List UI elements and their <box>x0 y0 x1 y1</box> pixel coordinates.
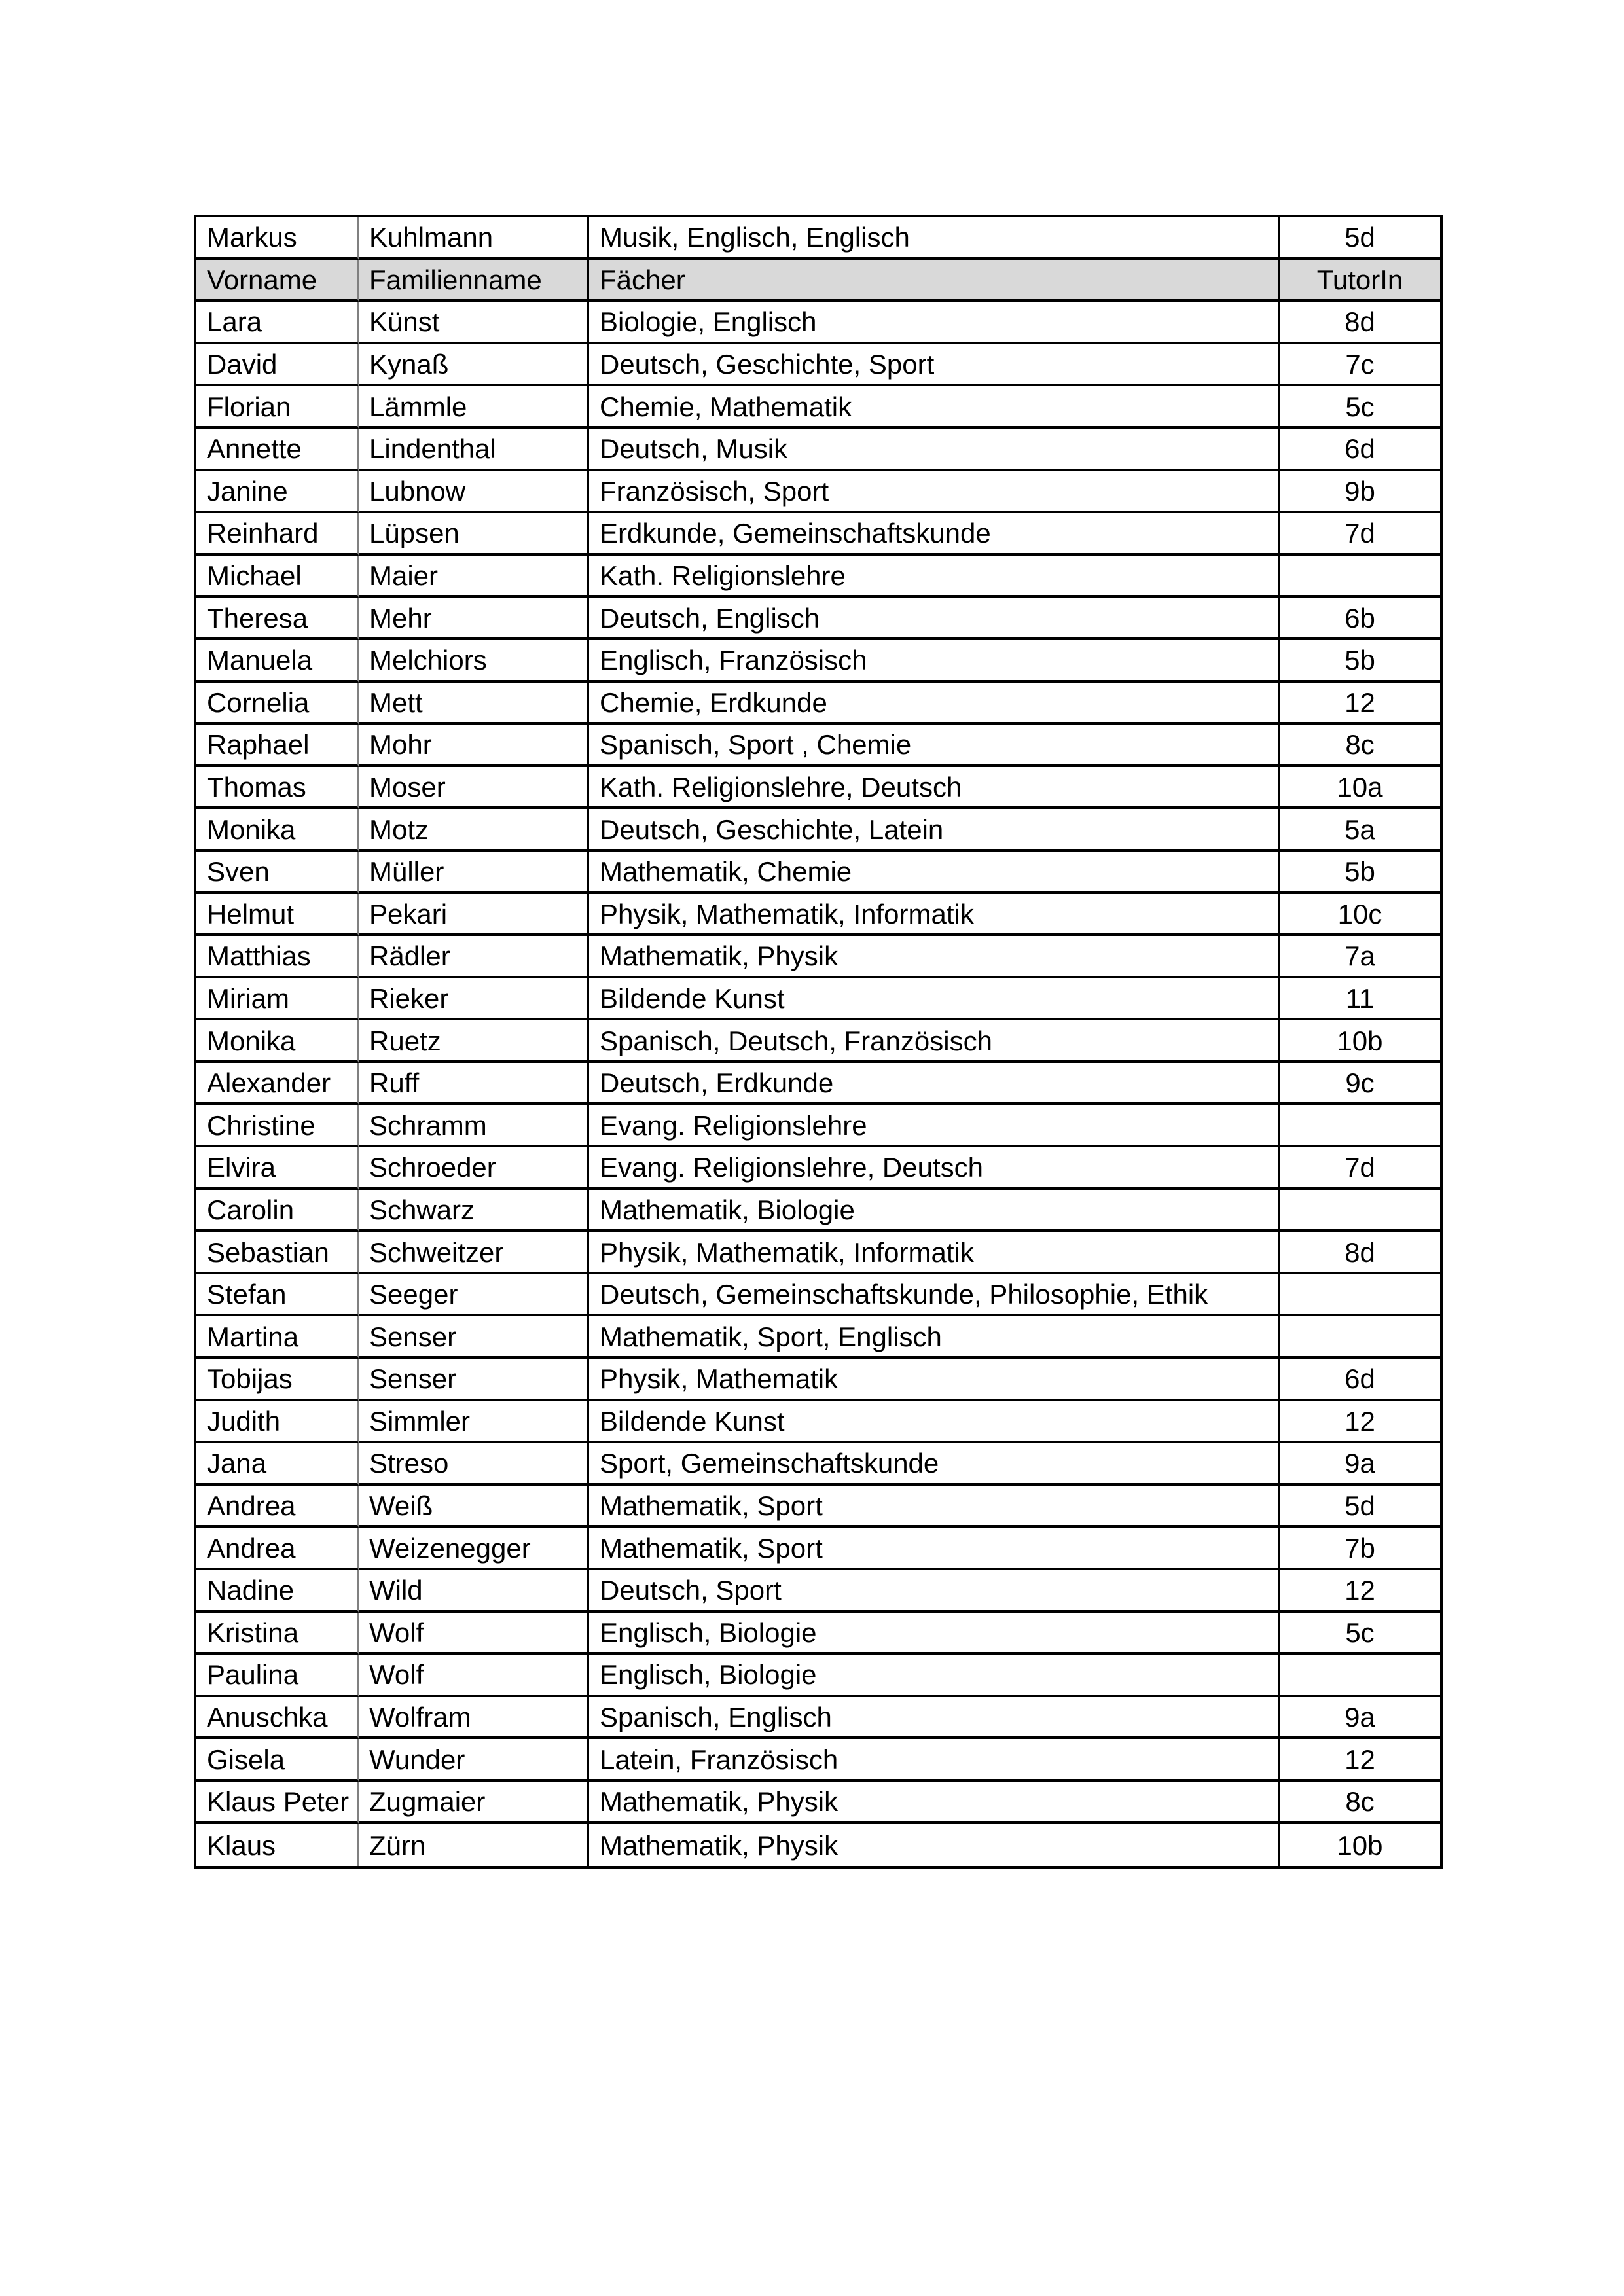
faecher-cell: Deutsch, Geschichte, Sport <box>589 344 1280 387</box>
faecher-cell: Mathematik, Physik <box>589 936 1280 978</box>
familienname-cell: Seeger <box>359 1274 589 1317</box>
faecher-cell: Physik, Mathematik, Informatik <box>589 1232 1280 1274</box>
vorname-cell: Monika <box>196 1020 359 1063</box>
faecher-cell: Evang. Religionslehre <box>589 1105 1280 1147</box>
faecher-cell: Deutsch, Geschichte, Latein <box>589 809 1280 852</box>
table-row <box>196 1486 1440 1528</box>
table-row <box>196 386 1440 429</box>
tutorin-cell: 12 <box>1280 683 1440 725</box>
vorname-cell: Christine <box>196 1105 359 1147</box>
faecher-cell: Spanisch, Sport , Chemie <box>589 725 1280 767</box>
familienname-cell: Zugmaier <box>359 1782 589 1824</box>
faecher-cell: Französisch, Sport <box>589 471 1280 514</box>
faecher-cell: Mathematik, Sport <box>589 1486 1280 1528</box>
table-row <box>196 1655 1440 1697</box>
vorname-cell: Elvira <box>196 1147 359 1190</box>
familienname-cell: Ruff <box>359 1063 589 1105</box>
table-row <box>196 344 1440 387</box>
table-row <box>196 1570 1440 1613</box>
faecher-cell: Biologie, Englisch <box>589 302 1280 344</box>
faecher-cell: Latein, Französisch <box>589 1739 1280 1782</box>
familienname-cell: Senser <box>359 1316 589 1359</box>
tutorin-cell: 10b <box>1280 1824 1440 1867</box>
familienname-cell: Künst <box>359 302 589 344</box>
familienname-cell: Mehr <box>359 598 589 640</box>
familienname-cell: Müller <box>359 852 589 894</box>
table-row <box>196 936 1440 978</box>
familienname-cell: Lubnow <box>359 471 589 514</box>
table-row <box>196 471 1440 514</box>
tutorin-cell: 7c <box>1280 344 1440 387</box>
faecher-cell: Englisch, Biologie <box>589 1613 1280 1655</box>
table-row <box>196 640 1440 683</box>
tutorin-cell: 5b <box>1280 640 1440 683</box>
vorname-cell: Reinhard <box>196 513 359 556</box>
faecher-cell: Evang. Religionslehre, Deutsch <box>589 1147 1280 1190</box>
table-row <box>196 1063 1440 1105</box>
faecher-cell: Mathematik, Physik <box>589 1824 1280 1867</box>
tutorin-cell <box>1280 1274 1440 1317</box>
faecher-cell: Mathematik, Biologie <box>589 1190 1280 1232</box>
vorname-cell: Stefan <box>196 1274 359 1317</box>
header-row <box>196 260 1440 302</box>
vorname-cell: David <box>196 344 359 387</box>
faecher-cell: Deutsch, Erdkunde <box>589 1063 1280 1105</box>
teachers-table-body <box>196 217 1440 1866</box>
tutorin-cell: 10a <box>1280 767 1440 810</box>
familienname-cell: Lüpsen <box>359 513 589 556</box>
vorname-cell: Manuela <box>196 640 359 683</box>
table-row <box>196 1232 1440 1274</box>
faecher-cell: Physik, Mathematik, Informatik <box>589 894 1280 937</box>
vorname-cell: Janine <box>196 471 359 514</box>
vorname-cell: Jana <box>196 1443 359 1486</box>
familienname-cell: Rädler <box>359 936 589 978</box>
familienname-cell: Ruetz <box>359 1020 589 1063</box>
faecher-cell: Deutsch, Musik <box>589 429 1280 471</box>
familienname-cell: Zürn <box>359 1824 589 1867</box>
familienname-cell: Senser <box>359 1359 589 1401</box>
table-row <box>196 852 1440 894</box>
familienname-cell: Schramm <box>359 1105 589 1147</box>
table-row <box>196 1782 1440 1824</box>
table-row <box>196 1528 1440 1570</box>
vorname-cell: Markus <box>196 217 359 260</box>
table-row <box>196 1401 1440 1444</box>
tutorin-cell: 8d <box>1280 1232 1440 1274</box>
table-row <box>196 1105 1440 1147</box>
vorname-cell: Miriam <box>196 978 359 1021</box>
faecher-cell: Musik, Englisch, Englisch <box>589 217 1280 260</box>
tutorin-cell: 9a <box>1280 1443 1440 1486</box>
vorname-cell: Florian <box>196 386 359 429</box>
familienname-cell: Lindenthal <box>359 429 589 471</box>
faecher-cell: Deutsch, Gemeinschaftskunde, Philosophie, Ethik <box>589 1274 1280 1317</box>
tutorin-cell: 12 <box>1280 1401 1440 1444</box>
vorname-cell: Anuschka <box>196 1697 359 1740</box>
vorname-cell: Matthias <box>196 936 359 978</box>
vorname-cell: Carolin <box>196 1190 359 1232</box>
table-row <box>196 1274 1440 1317</box>
familienname-cell: Wolf <box>359 1655 589 1697</box>
table-row <box>196 598 1440 640</box>
vorname-cell: Klaus <box>196 1824 359 1867</box>
vorname-cell: Gisela <box>196 1739 359 1782</box>
tutorin-cell: 7d <box>1280 1147 1440 1190</box>
table-row <box>196 767 1440 810</box>
tutorin-cell: 7a <box>1280 936 1440 978</box>
familienname-cell: Wunder <box>359 1739 589 1782</box>
tutorin-cell: TutorIn <box>1280 260 1440 302</box>
tutorin-cell: 12 <box>1280 1739 1440 1782</box>
faecher-cell: Deutsch, Sport <box>589 1570 1280 1613</box>
familienname-cell: Pekari <box>359 894 589 937</box>
tutorin-cell <box>1280 556 1440 598</box>
tutorin-cell: 7b <box>1280 1528 1440 1570</box>
faecher-cell: Mathematik, Physik <box>589 1782 1280 1824</box>
table-row <box>196 1190 1440 1232</box>
faecher-cell: Mathematik, Sport <box>589 1528 1280 1570</box>
faecher-cell: Kath. Religionslehre <box>589 556 1280 598</box>
familienname-cell: Weizenegger <box>359 1528 589 1570</box>
familienname-cell: Kuhlmann <box>359 217 589 260</box>
vorname-cell: Judith <box>196 1401 359 1444</box>
table-row <box>196 1443 1440 1486</box>
tutorin-cell: 9a <box>1280 1697 1440 1740</box>
tutorin-cell: 10c <box>1280 894 1440 937</box>
tutorin-cell: 9c <box>1280 1063 1440 1105</box>
tutorin-cell: 11 <box>1280 978 1440 1021</box>
faecher-cell: Mathematik, Chemie <box>589 852 1280 894</box>
tutorin-cell: 8d <box>1280 302 1440 344</box>
tutorin-cell <box>1280 1190 1440 1232</box>
familienname-cell: Schroeder <box>359 1147 589 1190</box>
table-row <box>196 302 1440 344</box>
familienname-cell: Melchiors <box>359 640 589 683</box>
familienname-cell: Kynaß <box>359 344 589 387</box>
familienname-cell: Mohr <box>359 725 589 767</box>
table-row <box>196 513 1440 556</box>
faecher-cell: Spanisch, Englisch <box>589 1697 1280 1740</box>
familienname-cell: Streso <box>359 1443 589 1486</box>
familienname-cell: Wolf <box>359 1613 589 1655</box>
vorname-cell: Lara <box>196 302 359 344</box>
faecher-cell: Bildende Kunst <box>589 978 1280 1021</box>
familienname-cell: Maier <box>359 556 589 598</box>
table-row <box>196 809 1440 852</box>
tutorin-cell: 5d <box>1280 1486 1440 1528</box>
vorname-cell: Theresa <box>196 598 359 640</box>
vorname-cell: Paulina <box>196 1655 359 1697</box>
familienname-cell: Schwarz <box>359 1190 589 1232</box>
vorname-cell: Nadine <box>196 1570 359 1613</box>
vorname-cell: Annette <box>196 429 359 471</box>
familienname-cell: Motz <box>359 809 589 852</box>
teachers-table <box>194 215 1443 1869</box>
table-row <box>196 1824 1440 1867</box>
table-row <box>196 725 1440 767</box>
tutorin-cell: 5c <box>1280 1613 1440 1655</box>
vorname-cell: Michael <box>196 556 359 598</box>
vorname-cell: Andrea <box>196 1486 359 1528</box>
faecher-cell: Spanisch, Deutsch, Französisch <box>589 1020 1280 1063</box>
tutorin-cell: 5d <box>1280 217 1440 260</box>
vorname-cell: Sven <box>196 852 359 894</box>
familienname-cell: Wild <box>359 1570 589 1613</box>
familienname-cell: Wolfram <box>359 1697 589 1740</box>
vorname-cell: Helmut <box>196 894 359 937</box>
tutorin-cell: 9b <box>1280 471 1440 514</box>
table-row <box>196 217 1440 260</box>
faecher-cell: Sport, Gemeinschaftskunde <box>589 1443 1280 1486</box>
vorname-cell: Vorname <box>196 260 359 302</box>
familienname-cell: Moser <box>359 767 589 810</box>
vorname-cell: Kristina <box>196 1613 359 1655</box>
vorname-cell: Martina <box>196 1316 359 1359</box>
table-row <box>196 1697 1440 1740</box>
vorname-cell: Monika <box>196 809 359 852</box>
tutorin-cell <box>1280 1105 1440 1147</box>
familienname-cell: Lämmle <box>359 386 589 429</box>
table-row <box>196 1739 1440 1782</box>
table-row <box>196 1359 1440 1401</box>
familienname-cell: Familienname <box>359 260 589 302</box>
tutorin-cell <box>1280 1655 1440 1697</box>
faecher-cell: Kath. Religionslehre, Deutsch <box>589 767 1280 810</box>
tutorin-cell: 8c <box>1280 1782 1440 1824</box>
vorname-cell: Cornelia <box>196 683 359 725</box>
faecher-cell: Deutsch, Englisch <box>589 598 1280 640</box>
tutorin-cell: 6b <box>1280 598 1440 640</box>
familienname-cell: Simmler <box>359 1401 589 1444</box>
vorname-cell: Sebastian <box>196 1232 359 1274</box>
tutorin-cell: 12 <box>1280 1570 1440 1613</box>
tutorin-cell: 6d <box>1280 429 1440 471</box>
familienname-cell: Schweitzer <box>359 1232 589 1274</box>
familienname-cell: Mett <box>359 683 589 725</box>
vorname-cell: Andrea <box>196 1528 359 1570</box>
table-row <box>196 556 1440 598</box>
tutorin-cell <box>1280 1316 1440 1359</box>
faecher-cell: Mathematik, Sport, Englisch <box>589 1316 1280 1359</box>
table-row <box>196 894 1440 937</box>
table-row <box>196 1613 1440 1655</box>
faecher-cell: Bildende Kunst <box>589 1401 1280 1444</box>
table-row <box>196 1316 1440 1359</box>
faecher-cell: Erdkunde, Gemeinschaftskunde <box>589 513 1280 556</box>
faecher-cell: Englisch, Biologie <box>589 1655 1280 1697</box>
vorname-cell: Klaus Peter <box>196 1782 359 1824</box>
familienname-cell: Rieker <box>359 978 589 1021</box>
tutorin-cell: 10b <box>1280 1020 1440 1063</box>
tutorin-cell: 7d <box>1280 513 1440 556</box>
faecher-cell: Chemie, Mathematik <box>589 386 1280 429</box>
table-row <box>196 683 1440 725</box>
familienname-cell: Weiß <box>359 1486 589 1528</box>
table-row <box>196 1020 1440 1063</box>
table-row <box>196 1147 1440 1190</box>
tutorin-cell: 5b <box>1280 852 1440 894</box>
faecher-cell: Englisch, Französisch <box>589 640 1280 683</box>
faecher-cell: Fächer <box>589 260 1280 302</box>
tutorin-cell: 5a <box>1280 809 1440 852</box>
vorname-cell: Tobijas <box>196 1359 359 1401</box>
vorname-cell: Thomas <box>196 767 359 810</box>
tutorin-cell: 6d <box>1280 1359 1440 1401</box>
tutorin-cell: 5c <box>1280 386 1440 429</box>
table-row <box>196 978 1440 1021</box>
vorname-cell: Raphael <box>196 725 359 767</box>
faecher-cell: Chemie, Erdkunde <box>589 683 1280 725</box>
table-row <box>196 429 1440 471</box>
tutorin-cell: 8c <box>1280 725 1440 767</box>
vorname-cell: Alexander <box>196 1063 359 1105</box>
faecher-cell: Physik, Mathematik <box>589 1359 1280 1401</box>
